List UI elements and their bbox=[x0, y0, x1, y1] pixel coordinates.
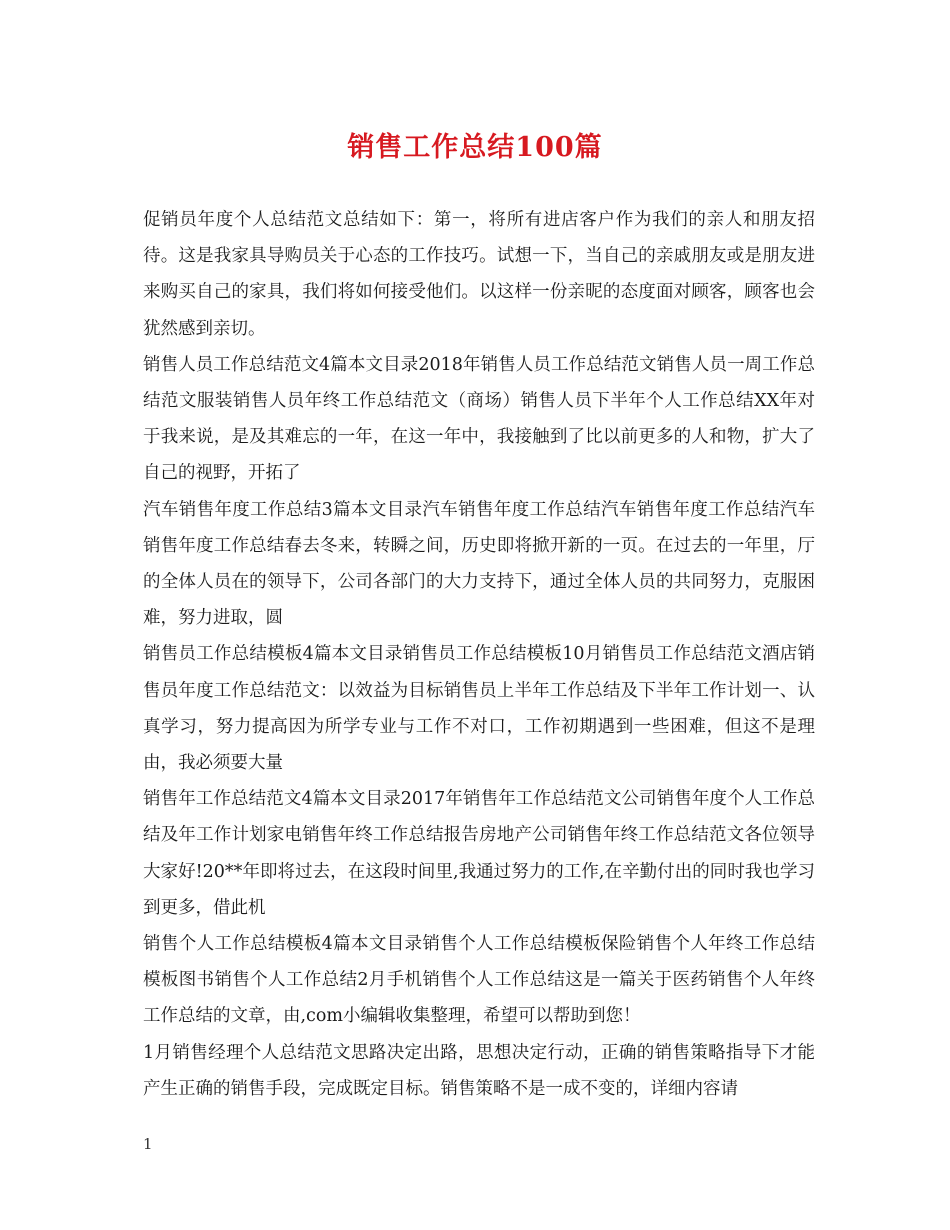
paragraph: 销售员工作总结模板4篇本文目录销售员工作总结模板10月销售员工作总结范文酒店销售员年度工作总结范文：以效益为目标销售员上半年工作总结及下半年工作计划一、认真学习，努力提高因为所学专业与工作不对口，工作初期遇到一些困难，但这不是理由，我必须要大量 bbox=[143, 644, 815, 774]
paragraph: 1月销售经理个人总结范文思路决定出路，思想决定行动，正确的销售策略指导下才能产生正确的销售手段，完成既定目标。销售策略不是一成不变的，详细内容请 bbox=[143, 1042, 815, 1099]
page-number: 1 bbox=[143, 1135, 153, 1153]
paragraph: 汽车销售年度工作总结3篇本文目录汽车销售年度工作总结汽车销售年度工作总结汽车销售年度工作总结春去冬来，转瞬之间，历史即将掀开新的一页。在过去的一年里，厅的全体人员在的领导下，公司各部门的大力支持下，通过全体人员的共同努力，克服困难，努力进取，圆 bbox=[143, 499, 815, 629]
paragraph: 销售个人工作总结模板4篇本文目录销售个人工作总结模板保险销售个人年终工作总结模板图书销售个人工作总结2月手机销售个人工作总结这是一篇关于医药销售个人年终工作总结的文章，由,com小编辑收集整理，希望可以帮助到您！ bbox=[143, 934, 815, 1027]
paragraph: 销售人员工作总结范文4篇本文目录2018年销售人员工作总结范文销售人员一周工作总结范文服装销售人员年终工作总结范文（商场）销售人员下半年个人工作总结XX年对于我来说，是及其难忘的一年，在这一年中，我接触到了比以前更多的人和物，扩大了自己的视野，开拓了 bbox=[143, 354, 815, 484]
document-title: 销售工作总结100篇 bbox=[347, 132, 603, 163]
document-body bbox=[143, 202, 815, 1107]
paragraph: 销售年工作总结范文4篇本文目录2017年销售年工作总结范文公司销售年度个人工作总结及年工作计划家电销售年终工作总结报告房地产公司销售年终工作总结范文各位领导大家好!20**年即将过去，在这段时间里,我通过努力的工作,在辛勤付出的同时我也学习到更多，借此机 bbox=[143, 789, 815, 918]
paragraph: 促销员年度个人总结范文总结如下：第一，将所有进店客户作为我们的亲人和朋友招待。这是我家具导购员关于心态的工作技巧。试想一下，当自己的亲戚朋友或是朋友进来购买自己的家具，我们将如何接受他们。以这样一份亲昵的态度面对顾客，顾客也会犹然感到亲切。 bbox=[143, 210, 815, 339]
